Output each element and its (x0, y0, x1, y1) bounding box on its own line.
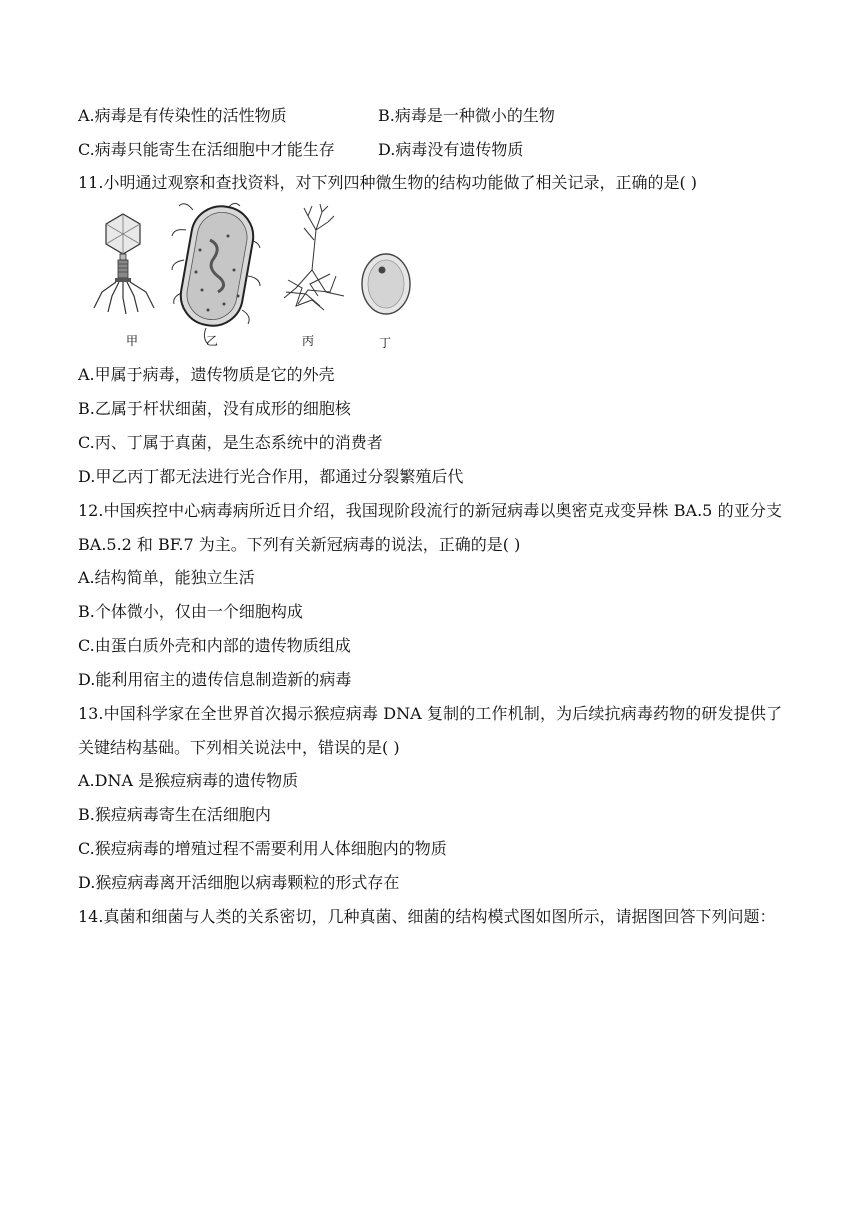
yeast-drawing (362, 254, 410, 314)
q10-option-d: D.病毒没有遗传物质 (378, 140, 524, 159)
q10-option-b: B.病毒是一种微小的生物 (378, 106, 555, 125)
q12-option-d: D.能利用宿主的遗传信息制造新的病毒 (78, 670, 352, 689)
q11-option-d: D.甲乙丙丁都无法进行光合作用，都通过分裂繁殖后代 (78, 467, 464, 486)
q12-stem: 12.中国疾控中心病毒病所近日介绍，我国现阶段流行的新冠病毒以奥密克戎变异株 BA.5 的亚分支 BA.5.2 和 BF.7 为主。下列有关新冠病毒的说法，正确的是( ) (78, 501, 782, 554)
q14-stem: 14.真菌和细菌与人类的关系密切，几种真菌、细菌的结构模式图如图所示，请据图回答下列问题： (78, 907, 776, 926)
q12-option-a: A.结构简单，能独立生活 (78, 568, 255, 587)
q10-option-a: A.病毒是有传染性的活性物质 (78, 106, 287, 125)
microorganism-illustration (88, 200, 428, 350)
q12-option-b: B.个体微小，仅由一个细胞构成 (78, 602, 303, 621)
mold-drawing (284, 204, 344, 310)
bacteriophage-drawing (94, 214, 154, 314)
q12-option-c: C.由蛋白质外壳和内部的遗传物质组成 (78, 636, 351, 655)
q11-option-b: B.乙属于杆状细菌，没有成形的细胞核 (78, 399, 351, 418)
q10-option-c: C.病毒只能寄生在活细胞中才能生存 (78, 140, 335, 159)
q13-option-d: D.猴痘病毒离开活细胞以病毒颗粒的形式存在 (78, 873, 400, 892)
label-ding: 丁 (379, 336, 392, 350)
q13-option-c: C.猴痘病毒的增殖过程不需要利用人体细胞内的物质 (78, 839, 447, 858)
label-bing: 丙 (302, 334, 315, 348)
q13-option-a: A.DNA 是猴痘病毒的遗传物质 (78, 771, 299, 790)
q13-stem: 13.中国科学家在全世界首次揭示猴痘病毒 DNA 复制的工作机制，为后续抗病毒药物的研发提供了关键结构基础。下列相关说法中，错误的是( ) (78, 704, 782, 757)
q11-option-c: C.丙、丁属于真菌，是生态系统中的消费者 (78, 433, 383, 452)
q13-option-b: B.猴痘病毒寄生在活细胞内 (78, 805, 271, 824)
q11-stem: 11.小明通过观察和查找资料，对下列四种微生物的结构功能做了相关记录，正确的是( ) (78, 173, 698, 192)
label-jia: 甲 (126, 334, 139, 348)
label-yi: 乙 (206, 334, 219, 348)
microorganism-figure (88, 200, 428, 350)
q11-option-a: A.甲属于病毒，遗传物质是它的外壳 (78, 365, 335, 384)
bacterium-drawing (172, 202, 260, 344)
